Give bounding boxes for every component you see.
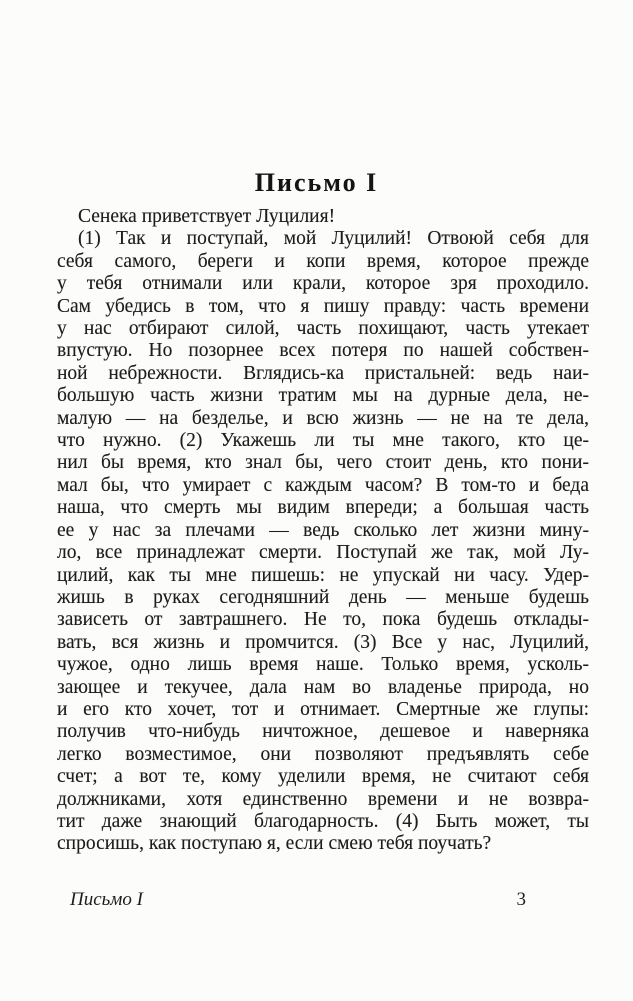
letter-title: Письмо I	[254, 168, 379, 197]
text-line: ло, все принадлежат смерти. Поступай же так, мой Лу-	[57, 542, 589, 564]
running-title: Письмо I	[70, 889, 144, 910]
text-line: цилий, как ты мне пишешь: не упускай ни часу. Удер-	[57, 564, 589, 586]
text-line: Сам убедись в том, что я пишу правду: часть времени	[57, 295, 589, 317]
text-line: спросишь, как поступаю я, если смею тебя поучать?	[57, 833, 492, 855]
page-number: 3	[516, 889, 526, 910]
text-line: наша, что смерть мы видим впереди; а большая часть	[57, 497, 589, 519]
text-line: что нужно. (2) Укажешь ли ты мне такого, кто це-	[57, 430, 589, 452]
text-line: ее у нас за плечами — ведь сколько лет жизни мину-	[57, 519, 589, 541]
text-line: мал бы, что умирает с каждым часом? В том-то и беда	[57, 474, 589, 496]
text-line: у тебя отнимали или крали, которое зря проходило.	[57, 273, 589, 295]
text-line: Сенека приветствует Луцилия!	[78, 206, 336, 227]
text-line: зависеть от завтрашнего. Не то, пока будешь отклады-	[57, 609, 589, 631]
text-line: легко возместимое, они позволяют предъявлять себе	[57, 743, 589, 765]
text-line: большую часть жизни тратим мы на дурные дела, не-	[57, 385, 589, 407]
text-line: получив что-нибудь ничтожное, дешевое и наверняка	[57, 721, 589, 743]
page-footer	[70, 889, 526, 913]
text-line: себя самого, береги и копи время, которое прежде	[57, 250, 589, 272]
text-line: тит даже знающий благодарность. (4) Быть может, ты	[57, 810, 589, 832]
text-line: жишь в руках сегодняшний день — меньше будешь	[57, 586, 589, 608]
text-line: должниками, хотя единственно времени и не возвра-	[57, 788, 589, 810]
text-line: малую — на безделье, и всю жизнь — не на те дела,	[57, 407, 589, 429]
text-line: впустую. Но позорнее всех потеря по нашей собствен-	[57, 340, 589, 362]
text-line: (1) Так и поступай, мой Луцилий! Отвоюй себя для	[78, 228, 589, 250]
text-line: нил бы время, кто знал бы, чего стоит день, кто пони-	[57, 452, 589, 474]
text-line: зающее и текучее, дала нам во владенье природа, но	[57, 676, 589, 698]
text-line: ной небрежности. Вглядись-ка пристальней: ведь наи-	[57, 362, 589, 384]
text-line: и его кто хочет, тот и отнимает. Смертные же глупы:	[57, 698, 589, 720]
text-line: у нас отбирают силой, часть похищают, часть утекает	[57, 318, 589, 340]
text-line: вать, вся жизнь и промчится. (3) Все у нас, Луцилий,	[57, 631, 589, 653]
text-line: счет; а вот те, кому уделили время, не считают себя	[57, 766, 589, 788]
text-line: чужое, одно лишь время наше. Только время, усколь-	[57, 654, 589, 676]
letter-body	[57, 206, 589, 856]
